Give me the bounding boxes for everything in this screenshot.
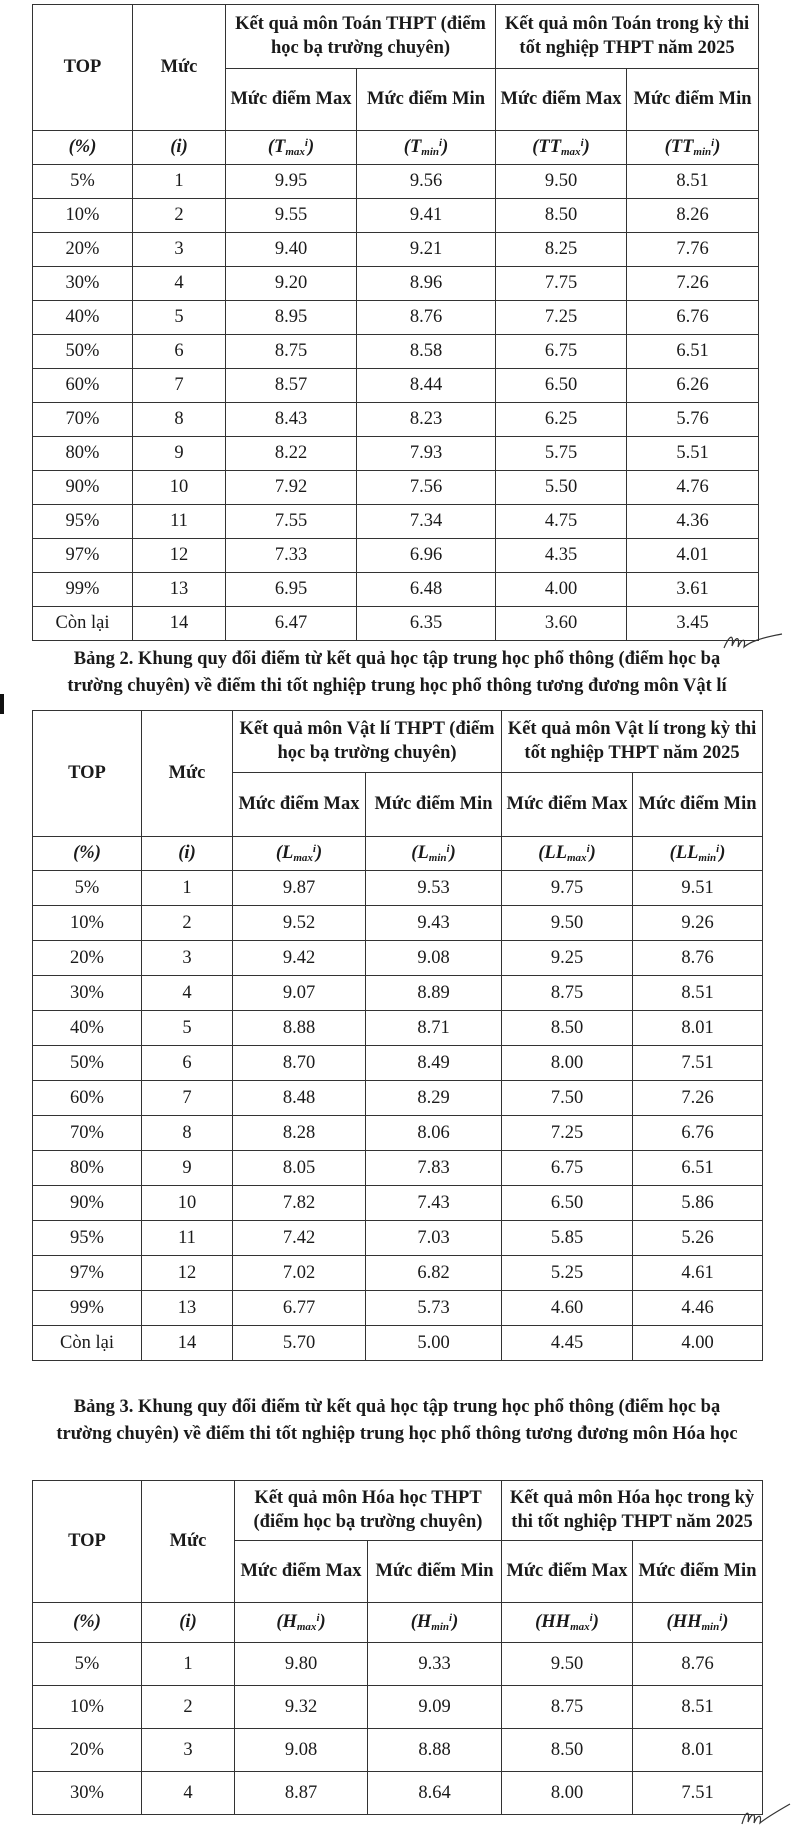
level-cell: 1 [142,1643,235,1686]
max-thi-cell: 9.50 [502,906,633,941]
min-thi-cell: 7.76 [627,233,759,267]
max-thi-cell: 9.50 [502,1643,633,1686]
table-row [33,1291,763,1326]
level-cell: 4 [133,267,226,301]
symbol-row [33,1603,763,1643]
level-cell: 1 [142,871,233,906]
max-hocba-cell: 9.55 [226,199,357,233]
level-cell: 14 [142,1326,233,1361]
min-hocba-cell: 5.00 [366,1326,502,1361]
max-thi-cell: 4.00 [496,573,627,607]
top-cell: 50% [33,1046,142,1081]
min-thi-cell: 4.76 [627,471,759,505]
min-hocba-cell: 8.58 [357,335,496,369]
min-thi-cell: 9.26 [633,906,763,941]
table-row [33,199,759,233]
min-hocba-cell: 6.82 [366,1256,502,1291]
max-hocba-cell: 6.77 [233,1291,366,1326]
min-hocba-cell: 8.88 [368,1729,502,1772]
header-min-thi: Mức điểm Min [633,773,763,837]
top-cell: 5% [33,1643,142,1686]
table-row [33,1643,763,1686]
min-hocba-cell: 9.53 [366,871,502,906]
min-thi-cell: 3.45 [627,607,759,641]
min-thi-cell: 5.76 [627,403,759,437]
min-hocba-cell: 8.29 [366,1081,502,1116]
top-cell: 50% [33,335,133,369]
top-cell: 5% [33,165,133,199]
header-muc: Mức [142,711,233,837]
level-cell: 2 [142,906,233,941]
min-hocba-cell: 8.06 [366,1116,502,1151]
header-top: TOP [33,1481,142,1603]
table-row [33,941,763,976]
table-row [33,1151,763,1186]
min-hocba-cell: 6.48 [357,573,496,607]
min-hocba-cell: 9.41 [357,199,496,233]
min-thi-cell: 3.61 [627,573,759,607]
min-thi-cell: 4.46 [633,1291,763,1326]
max-thi-cell: 4.75 [496,505,627,539]
min-thi-cell: 5.51 [627,437,759,471]
top-cell: 40% [33,301,133,335]
max-hocba-cell: 5.70 [233,1326,366,1361]
max-hocba-cell: 9.40 [226,233,357,267]
top-cell: 97% [33,1256,142,1291]
top-cell: 30% [33,267,133,301]
top-cell: 40% [33,1011,142,1046]
symbol-min-thi: $(LL_{min}^i)$ [633,837,763,871]
header-max-hocba: Mức điểm Max [226,69,357,131]
max-thi-cell: 8.75 [502,976,633,1011]
min-hocba-cell: 9.33 [368,1643,502,1686]
level-cell: 2 [133,199,226,233]
level-cell: 3 [142,1729,235,1772]
level-cell: 4 [142,1772,235,1815]
min-hocba-cell: 8.49 [366,1046,502,1081]
max-hocba-cell: 6.47 [226,607,357,641]
min-thi-cell: 6.26 [627,369,759,403]
min-thi-cell: 4.36 [627,505,759,539]
top-cell: 97% [33,539,133,573]
min-hocba-cell: 9.21 [357,233,496,267]
max-hocba-cell: 9.32 [235,1686,368,1729]
header-group-thi: Kết quả môn Hóa học trong kỳ thi tốt nghiệp THPT năm 2025 [502,1481,763,1541]
header-min-thi: Mức điểm Min [633,1541,763,1603]
table-row [33,1081,763,1116]
header-min-hocba: Mức điểm Min [357,69,496,131]
top-cell: 90% [33,471,133,505]
top-cell: 10% [33,1686,142,1729]
level-cell: 5 [133,301,226,335]
symbol-max-thi: $(HH_{max}^i)$ [502,1603,633,1643]
table-row [33,233,759,267]
table-row [33,403,759,437]
table-row [33,1686,763,1729]
min-hocba-cell: 9.08 [366,941,502,976]
max-hocba-cell: 7.55 [226,505,357,539]
min-hocba-cell: 8.76 [357,301,496,335]
top-cell: 30% [33,1772,142,1815]
max-hocba-cell: 8.22 [226,437,357,471]
header-group-thi: Kết quả môn Vật lí trong kỳ thi tốt nghiệp THPT năm 2025 [502,711,763,773]
max-thi-cell: 8.50 [496,199,627,233]
symbol-max-hocba: $(H_{max}^i)$ [235,1603,368,1643]
max-hocba-cell: 7.92 [226,471,357,505]
min-thi-cell: 7.51 [633,1772,763,1815]
symbol-row [33,837,763,871]
symbol-min-thi: $(HH_{min}^i)$ [633,1603,763,1643]
max-thi-cell: 8.75 [502,1686,633,1729]
min-hocba-cell: 8.89 [366,976,502,1011]
min-thi-cell: 8.76 [633,1643,763,1686]
top-cell: 95% [33,505,133,539]
min-thi-cell: 5.86 [633,1186,763,1221]
max-thi-cell: 8.50 [502,1011,633,1046]
max-thi-cell: 5.75 [496,437,627,471]
max-hocba-cell: 9.80 [235,1643,368,1686]
table-vat-li [32,710,763,1361]
level-cell: 6 [142,1046,233,1081]
level-cell: 14 [133,607,226,641]
min-hocba-cell: 9.09 [368,1686,502,1729]
max-thi-cell: 7.25 [502,1116,633,1151]
min-hocba-cell: 8.71 [366,1011,502,1046]
max-hocba-cell: 7.33 [226,539,357,573]
max-hocba-cell: 7.02 [233,1256,366,1291]
max-hocba-cell: 6.95 [226,573,357,607]
min-thi-cell: 8.01 [633,1011,763,1046]
min-thi-cell: 7.26 [627,267,759,301]
min-hocba-cell: 8.64 [368,1772,502,1815]
table-row [33,165,759,199]
max-thi-cell: 5.50 [496,471,627,505]
level-cell: 4 [142,976,233,1011]
caption-table-3: Bảng 3. Khung quy đổi điểm từ kết quả học tập trung học phổ thông (điểm học bạ trường chuyên) về điểm thi tốt nghiệp trung học phổ thông tương đương môn Hóa học [56,1397,738,1444]
header-top: TOP [33,5,133,131]
top-cell: 99% [33,573,133,607]
max-thi-cell: 5.25 [502,1256,633,1291]
level-cell: 8 [133,403,226,437]
top-cell: 90% [33,1186,142,1221]
symbol-row [33,131,759,165]
top-cell: 70% [33,1116,142,1151]
top-cell: 20% [33,941,142,976]
level-cell: 13 [133,573,226,607]
header-max-thi: Mức điểm Max [502,773,633,837]
min-hocba-cell: 7.56 [357,471,496,505]
symbol-max-hocba: $(T_{max}^i)$ [226,131,357,165]
min-hocba-cell: 8.44 [357,369,496,403]
max-hocba-cell: 8.28 [233,1116,366,1151]
table-toan [32,4,759,641]
top-cell: 20% [33,233,133,267]
unit-percent: (%) [33,131,133,165]
symbol-min-hocba: $(L_{min}^i)$ [366,837,502,871]
min-thi-cell: 8.51 [633,976,763,1011]
max-hocba-cell: 8.88 [233,1011,366,1046]
max-hocba-cell: 9.95 [226,165,357,199]
header-muc: Mức [142,1481,235,1603]
header-max-thi: Mức điểm Max [496,69,627,131]
top-cell: Còn lại [33,607,133,641]
min-thi-cell: 4.61 [633,1256,763,1291]
header-top: TOP [33,711,142,837]
table-hoa-hoc [32,1480,763,1815]
table-row [33,1116,763,1151]
max-thi-cell: 7.50 [502,1081,633,1116]
min-hocba-cell: 7.83 [366,1151,502,1186]
level-cell: 10 [142,1186,233,1221]
top-cell: Còn lại [33,1326,142,1361]
level-cell: 3 [142,941,233,976]
top-cell: 60% [33,1081,142,1116]
top-cell: 10% [33,199,133,233]
table-row [33,573,759,607]
max-hocba-cell: 9.20 [226,267,357,301]
min-thi-cell: 5.26 [633,1221,763,1256]
header-muc: Mức [133,5,226,131]
max-thi-cell: 6.50 [502,1186,633,1221]
level-cell: 8 [142,1116,233,1151]
table-row [33,505,759,539]
min-thi-cell: 7.51 [633,1046,763,1081]
min-thi-cell: 8.51 [627,165,759,199]
max-thi-cell: 4.45 [502,1326,633,1361]
level-cell: 5 [142,1011,233,1046]
top-cell: 20% [33,1729,142,1772]
max-thi-cell: 8.00 [502,1772,633,1815]
header-group-hocba: Kết quả môn Toán THPT (điểm học bạ trường chuyên) [226,5,496,69]
max-thi-cell: 6.75 [496,335,627,369]
max-hocba-cell: 8.57 [226,369,357,403]
min-hocba-cell: 7.03 [366,1221,502,1256]
unit-index: (i) [142,1603,235,1643]
symbol-min-hocba: $(H_{min}^i)$ [368,1603,502,1643]
max-hocba-cell: 9.42 [233,941,366,976]
unit-percent: (%) [33,837,142,871]
table-row [33,369,759,403]
max-hocba-cell: 7.42 [233,1221,366,1256]
table-row [33,1729,763,1772]
table-row [33,301,759,335]
table-row [33,976,763,1011]
top-cell: 80% [33,437,133,471]
unit-index: (i) [142,837,233,871]
level-cell: 11 [133,505,226,539]
max-hocba-cell: 8.95 [226,301,357,335]
table-row [33,871,763,906]
level-cell: 1 [133,165,226,199]
level-cell: 7 [142,1081,233,1116]
symbol-max-hocba: $(L_{max}^i)$ [233,837,366,871]
min-thi-cell: 4.01 [627,539,759,573]
level-cell: 9 [142,1151,233,1186]
top-cell: 10% [33,906,142,941]
header-min-hocba: Mức điểm Min [366,773,502,837]
table-row [33,1186,763,1221]
min-hocba-cell: 7.43 [366,1186,502,1221]
symbol-min-hocba: $(T_{min}^i)$ [357,131,496,165]
table-row [33,1772,763,1815]
min-thi-cell: 8.26 [627,199,759,233]
level-cell: 12 [133,539,226,573]
table-row [33,335,759,369]
table-row [33,607,759,641]
header-group-thi: Kết quả môn Toán trong kỳ thi tốt nghiệp THPT năm 2025 [496,5,759,69]
min-thi-cell: 6.51 [633,1151,763,1186]
max-hocba-cell: 9.08 [235,1729,368,1772]
level-cell: 6 [133,335,226,369]
symbol-max-thi: $(LL_{max}^i)$ [502,837,633,871]
top-cell: 60% [33,369,133,403]
margin-mark [0,694,4,714]
min-thi-cell: 6.76 [627,301,759,335]
unit-index: (i) [133,131,226,165]
min-hocba-cell: 6.35 [357,607,496,641]
min-hocba-cell: 8.23 [357,403,496,437]
max-thi-cell: 9.75 [502,871,633,906]
max-thi-cell: 8.00 [502,1046,633,1081]
min-hocba-cell: 9.43 [366,906,502,941]
min-thi-cell: 8.01 [633,1729,763,1772]
max-thi-cell: 4.35 [496,539,627,573]
table-row [33,1011,763,1046]
symbol-min-thi: $(TT_{min}^i)$ [627,131,759,165]
level-cell: 10 [133,471,226,505]
level-cell: 3 [133,233,226,267]
max-hocba-cell: 8.05 [233,1151,366,1186]
max-thi-cell: 9.50 [496,165,627,199]
max-hocba-cell: 8.48 [233,1081,366,1116]
table-row [33,1046,763,1081]
max-thi-cell: 4.60 [502,1291,633,1326]
min-hocba-cell: 7.34 [357,505,496,539]
max-hocba-cell: 9.87 [233,871,366,906]
level-cell: 11 [142,1221,233,1256]
max-thi-cell: 9.25 [502,941,633,976]
header-max-hocba: Mức điểm Max [233,773,366,837]
min-hocba-cell: 8.96 [357,267,496,301]
min-thi-cell: 7.26 [633,1081,763,1116]
header-group-hocba: Kết quả môn Hóa học THPT (điểm học bạ trường chuyên) [235,1481,502,1541]
min-hocba-cell: 9.56 [357,165,496,199]
min-hocba-cell: 5.73 [366,1291,502,1326]
signature-icon [738,1800,794,1830]
top-cell: 30% [33,976,142,1011]
max-thi-cell: 7.75 [496,267,627,301]
table-row [33,906,763,941]
top-cell: 70% [33,403,133,437]
level-cell: 9 [133,437,226,471]
min-hocba-cell: 7.93 [357,437,496,471]
level-cell: 12 [142,1256,233,1291]
table-row [33,539,759,573]
min-thi-cell: 9.51 [633,871,763,906]
max-thi-cell: 8.25 [496,233,627,267]
max-hocba-cell: 9.07 [233,976,366,1011]
header-max-thi: Mức điểm Max [502,1541,633,1603]
max-hocba-cell: 8.87 [235,1772,368,1815]
header-group-hocba: Kết quả môn Vật lí THPT (điểm học bạ trường chuyên) [233,711,502,773]
min-thi-cell: 6.51 [627,335,759,369]
top-cell: 5% [33,871,142,906]
header-max-hocba: Mức điểm Max [235,1541,368,1603]
table-row [33,1221,763,1256]
table-row [33,437,759,471]
table-row [33,1256,763,1291]
caption-table-2: Bảng 2. Khung quy đổi điểm từ kết quả học tập trung học phổ thông (điểm học bạ trường chuyên) về điểm thi tốt nghiệp trung học phổ thông tương đương môn Vật lí [67,649,727,696]
min-thi-cell: 8.76 [633,941,763,976]
header-min-thi: Mức điểm Min [627,69,759,131]
max-hocba-cell: 8.70 [233,1046,366,1081]
max-thi-cell: 6.25 [496,403,627,437]
top-cell: 99% [33,1291,142,1326]
max-thi-cell: 5.85 [502,1221,633,1256]
symbol-max-thi: $(TT_{max}^i)$ [496,131,627,165]
min-thi-cell: 6.76 [633,1116,763,1151]
header-min-hocba: Mức điểm Min [368,1541,502,1603]
min-thi-cell: 4.00 [633,1326,763,1361]
max-thi-cell: 3.60 [496,607,627,641]
min-hocba-cell: 6.96 [357,539,496,573]
level-cell: 7 [133,369,226,403]
level-cell: 13 [142,1291,233,1326]
max-thi-cell: 8.50 [502,1729,633,1772]
unit-percent: (%) [33,1603,142,1643]
max-thi-cell: 7.25 [496,301,627,335]
max-hocba-cell: 8.43 [226,403,357,437]
level-cell: 2 [142,1686,235,1729]
max-hocba-cell: 9.52 [233,906,366,941]
top-cell: 95% [33,1221,142,1256]
top-cell: 80% [33,1151,142,1186]
max-hocba-cell: 7.82 [233,1186,366,1221]
table-row [33,471,759,505]
max-hocba-cell: 8.75 [226,335,357,369]
table-row [33,1326,763,1361]
min-thi-cell: 8.51 [633,1686,763,1729]
max-thi-cell: 6.75 [502,1151,633,1186]
table-row [33,267,759,301]
max-thi-cell: 6.50 [496,369,627,403]
